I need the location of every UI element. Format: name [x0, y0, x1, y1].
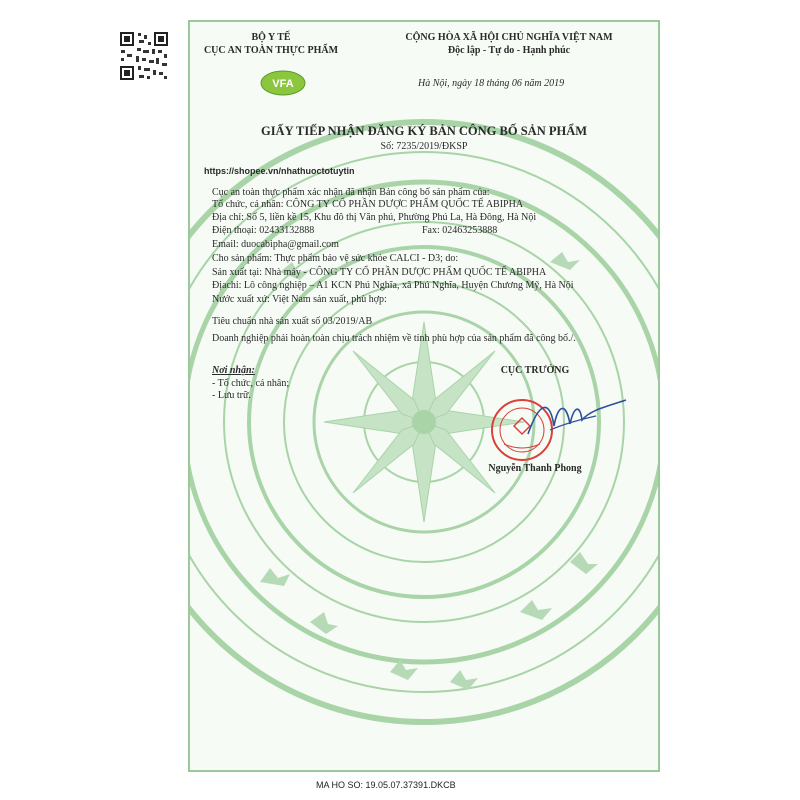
ministry-label: BỘ Y TẾ: [251, 32, 291, 43]
recipients-heading: Nơi nhận:: [212, 365, 255, 376]
intro-line: Cục an toàn thực phẩm xác nhận đã nhận Bản công bố sản phẩm của:: [212, 187, 490, 198]
signer-title: CỤC TRƯỞNG: [500, 365, 570, 376]
standard-line: Tiêu chuẩn nhà sản xuất số 03/2019/AB: [212, 316, 373, 327]
dossier-code: MA HO SO: 19.05.07.37391.DKCB: [316, 780, 456, 790]
recipient-item: - Tổ chức, cá nhân;: [212, 378, 290, 389]
handwritten-signature: [520, 390, 630, 450]
responsibility-line: Doanh nghiệp phải hoàn toàn chịu trách nhiệm về tính phù hợp của sản phẩm đã công bố./.: [212, 333, 576, 344]
document-title: GIẤY TIẾP NHẬN ĐĂNG KÝ BẢN CÔNG BỐ SẢN PHẨM: [260, 124, 588, 138]
national-motto: Độc lập - Tự do - Hạnh phúc: [447, 45, 571, 56]
manufacturer-line: Sản xuất tại: Nhà máy - CÔNG TY CỔ PHẦN DƯỢC PHẨM QUỐC TẾ ABIPHA: [212, 267, 547, 278]
product-line: Cho sản phẩm: Thực phẩm bảo vệ sức khỏe CALCI - D3; do:: [212, 253, 459, 264]
manufacturer-address-line: Địachỉ: Lô công nghiệp – A1 KCN Phú Nghĩa, xã Phú Nghĩa, Huyện Chương Mỹ, Hà Nội: [212, 280, 574, 291]
country-heading: CỘNG HÒA XÃ HỘI CHỦ NGHĨA VIỆT NAM: [405, 32, 613, 43]
signer-name: Nguyễn Thanh Phong: [488, 463, 582, 474]
document-number: Số: 7235/2019/ĐKSP: [380, 141, 468, 152]
certificate-page: [188, 20, 660, 772]
qr-code: [118, 30, 170, 82]
shop-watermark-url: https://shopee.vn/nhathuoctotuytin: [204, 166, 355, 176]
phone-line: Điện thoại: 02433132888: [212, 225, 315, 236]
fax-line: Fax: 02463253888: [422, 225, 498, 236]
origin-line: Nước xuất xứ: Việt Nam sản xuất, phù hợp:: [212, 294, 387, 305]
recipient-item: - Lưu trữ.: [212, 390, 251, 401]
email-line: Email: duocabipha@gmail.com: [212, 239, 339, 250]
organization-line: Tổ chức, cá nhân: CÔNG TY CỔ PHẦN DƯỢC PHẨM QUỐC TẾ ABIPHA: [212, 199, 524, 210]
vfa-logo-text: VFA: [272, 78, 294, 90]
vfa-logo: [260, 70, 306, 96]
issue-date: Hà Nội, ngày 18 tháng 06 năm 2019: [418, 78, 565, 89]
address-line: Địa chỉ: Số 5, liền kề 15, Khu đô thị Văn phú, Phường Phú La, Hà Đông, Hà Nội: [212, 212, 537, 223]
department-label: CỤC AN TOÀN THỰC PHẨM: [203, 45, 339, 56]
